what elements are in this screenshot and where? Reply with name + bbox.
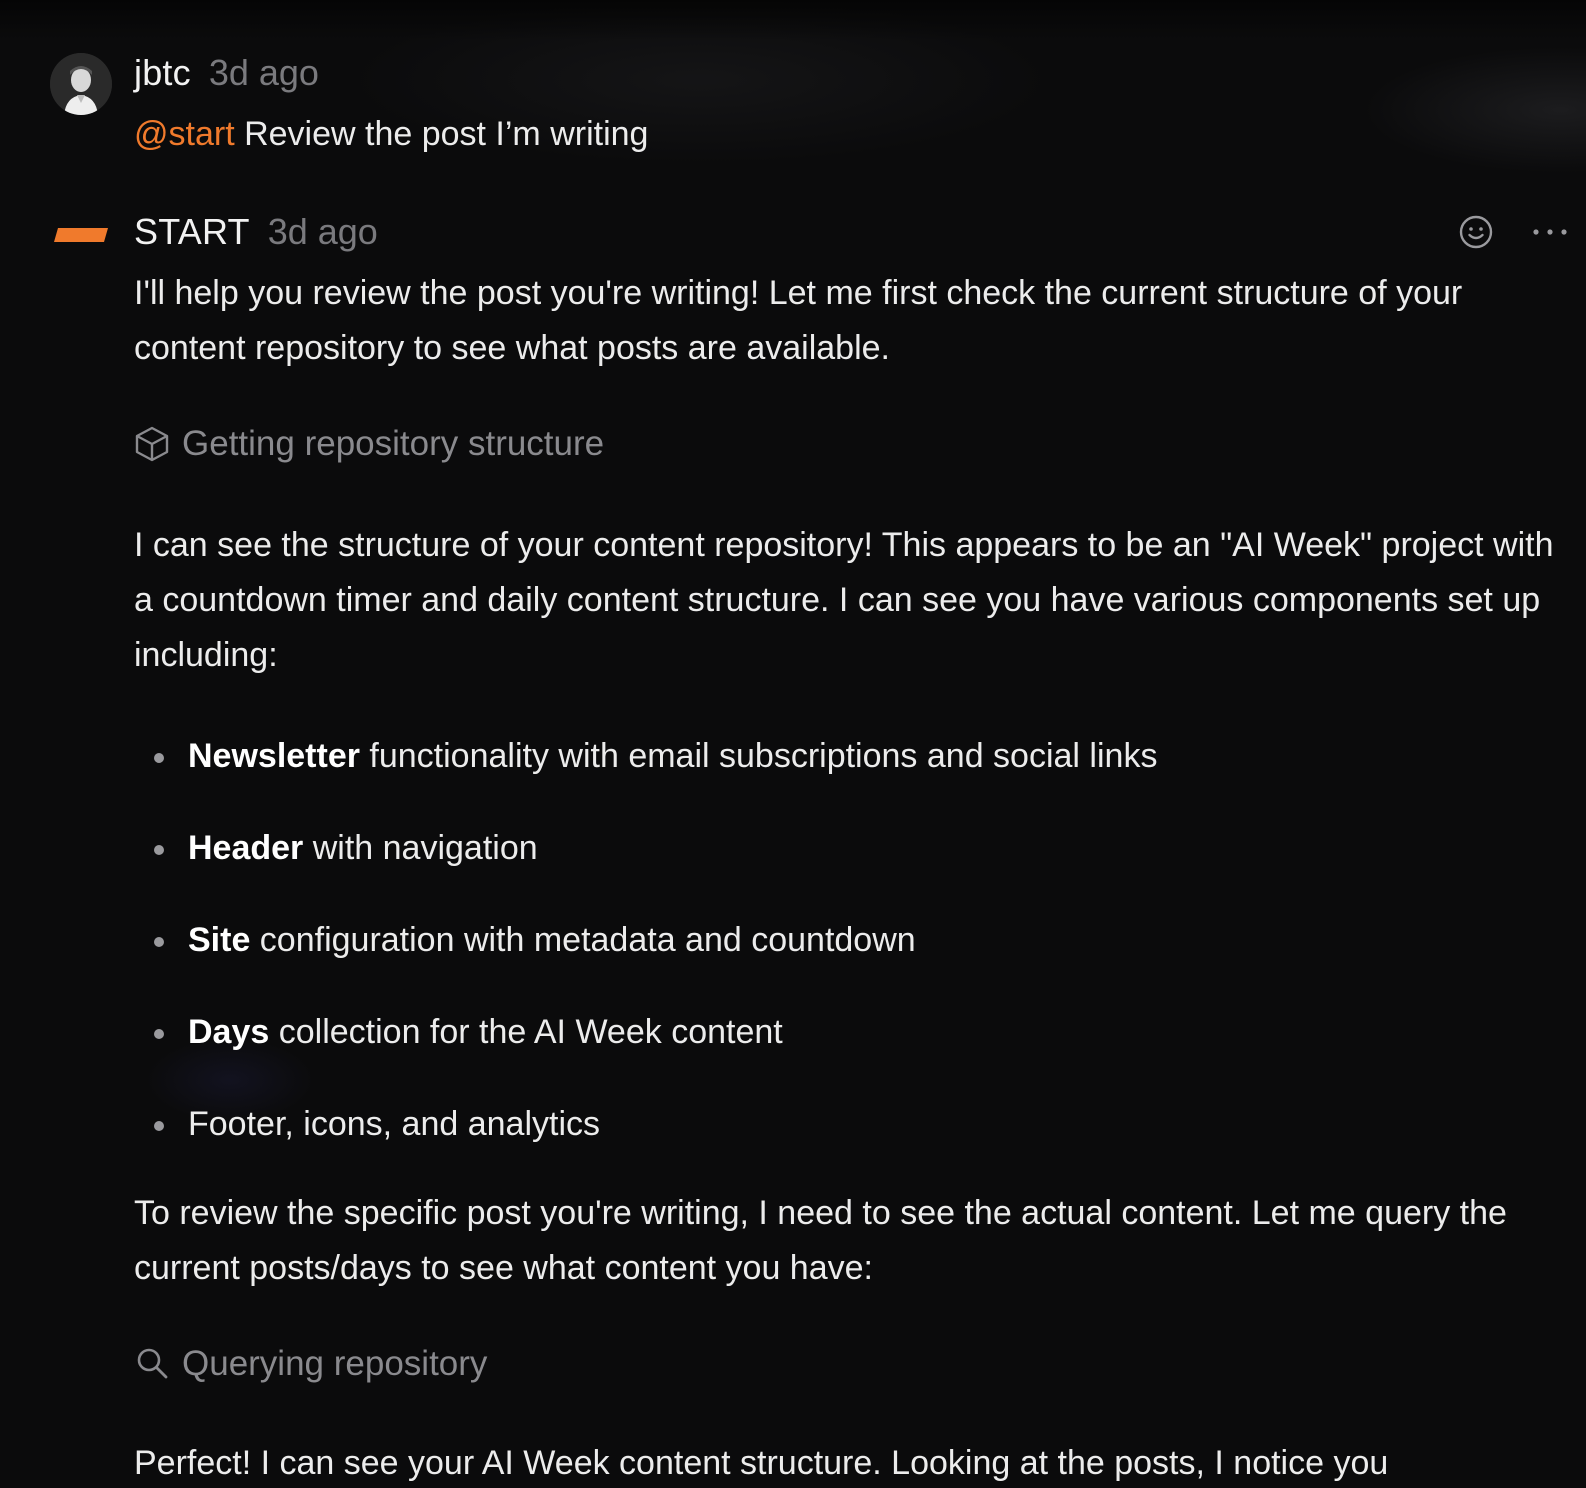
list-item [134,918,1157,1010]
list-item [134,1102,1157,1194]
tool-call-label: Querying repository [182,1344,488,1383]
item-text: Footer, icons, and analytics [188,1105,601,1143]
tool-call-query-repository[interactable] [134,1344,487,1384]
timestamp: 3d ago [208,52,319,93]
top-fade [0,0,1586,40]
list-item [134,826,1157,918]
author-name[interactable]: jbtc [134,52,191,93]
more-icon[interactable] [1530,212,1570,252]
result-text: Perfect! I can see your AI Week content structure. Looking at the posts, I notice you [134,1444,1389,1482]
message-body: Review the post I’m writing [234,115,649,153]
item-bold: Header [188,829,304,867]
mention-link[interactable]: @start [134,115,235,153]
smiley-icon[interactable] [1456,212,1496,252]
component-list [134,734,1157,1194]
cube-icon [134,425,170,463]
item-text: collection for the AI Week content [269,1013,783,1051]
structure-paragraph: I can see the structure of your content repository! This appears to be an "AI Week" project with a countdown timer and daily content structure. I can see you have various components set up including: [134,526,1554,674]
search-icon [134,1345,170,1383]
tool-call-label: Getting repository structure [182,424,605,463]
item-text: functionality with email subscriptions and social links [359,737,1158,775]
item-text: with navigation [303,829,538,867]
start-logo-icon [54,228,108,242]
item-bold: Site [188,921,251,959]
review-paragraph: To review the specific post you're writing, I need to see the actual content. Let me query the current posts/days to see what content you have: [134,1194,1507,1287]
message-header [134,211,378,253]
avatar-portrait-icon [50,53,112,115]
message-actions [1456,212,1570,252]
item-bold: Newsletter [188,737,360,775]
list-item [134,734,1157,826]
list-item [134,1010,1157,1102]
item-text: configuration with metadata and countdown [250,921,916,959]
timestamp: 3d ago [267,211,378,252]
message-header [134,52,319,94]
author-name[interactable]: START [134,211,250,252]
intro-paragraph: I'll help you review the post you're writing! Let me first check the current structure of your content repository to see what posts are available. [134,274,1463,367]
avatar[interactable] [50,53,112,115]
message-text [134,107,1554,162]
result-paragraph [134,1436,1554,1488]
tool-call-repository-structure[interactable] [134,424,604,464]
item-bold: Days [188,1013,270,1051]
